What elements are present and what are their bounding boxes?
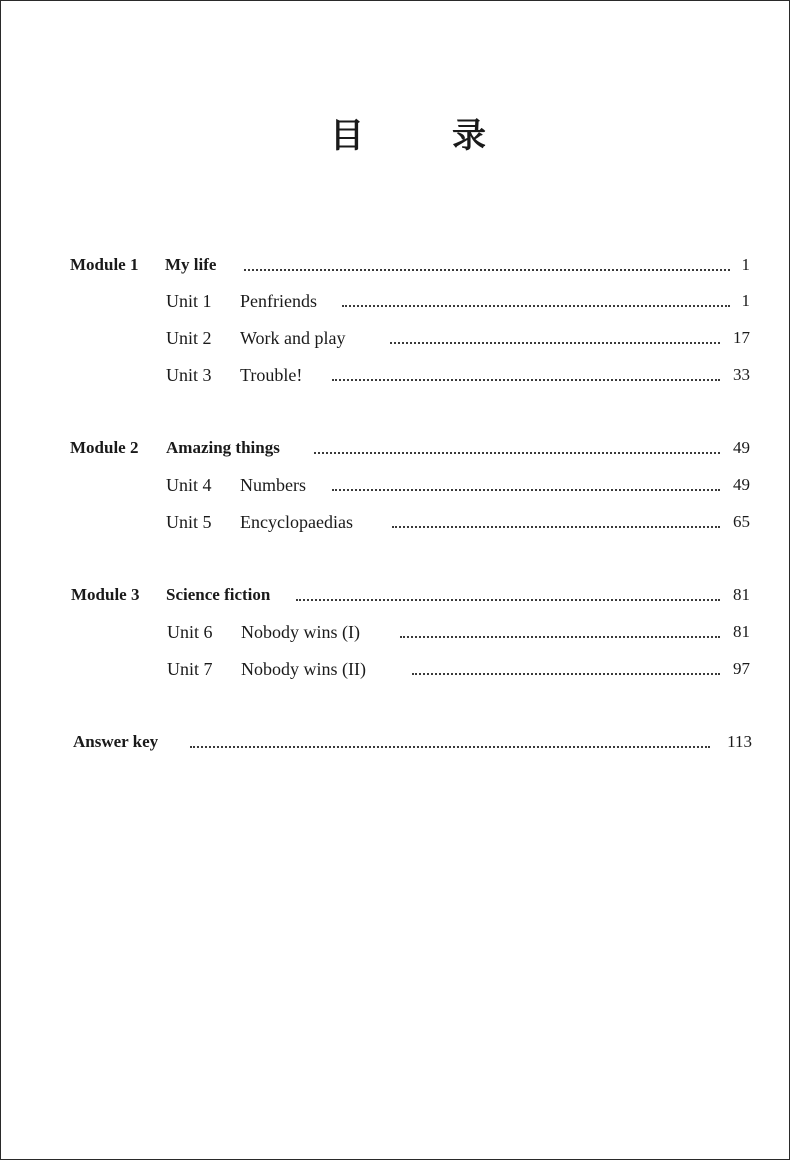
toc-unit-1[interactable] [0, 291, 790, 317]
unit-label: Unit 5 [166, 512, 212, 532]
unit-title: Nobody wins (II) [241, 659, 366, 679]
page-number: 97 [733, 659, 750, 678]
module-label: Module 3 [71, 585, 140, 604]
unit-label: Unit 6 [167, 622, 213, 642]
unit-label: Unit 1 [166, 291, 212, 311]
dot-leader [244, 269, 730, 271]
dot-leader [400, 636, 720, 638]
title-char-2: 录 [452, 116, 486, 156]
unit-title: Numbers [240, 475, 306, 495]
unit-title: Nobody wins (I) [241, 622, 360, 642]
page-number: 81 [733, 585, 750, 604]
module-title: My life [165, 255, 217, 274]
page-number: 33 [733, 365, 750, 384]
title-char-1: 目 [330, 116, 364, 156]
unit-title: Encyclopaedias [240, 512, 353, 532]
dot-leader [332, 489, 720, 491]
unit-label: Unit 2 [166, 328, 212, 348]
module-label: Module 2 [70, 438, 139, 457]
module-title: Amazing things [166, 438, 280, 457]
page-number: 113 [727, 732, 752, 751]
toc-unit-6[interactable] [0, 622, 790, 648]
toc-unit-5[interactable] [0, 512, 790, 538]
toc-module-2[interactable] [0, 438, 790, 464]
page-number: 17 [733, 328, 750, 347]
toc-answer-key[interactable] [0, 732, 790, 758]
page-number: 1 [741, 291, 750, 310]
toc-unit-7[interactable] [0, 659, 790, 685]
page-number: 81 [733, 622, 750, 641]
module-title: Science fiction [166, 585, 271, 604]
dot-leader [296, 599, 720, 601]
answer-key-label: Answer key [73, 732, 159, 751]
dot-leader [332, 379, 720, 381]
dot-leader [390, 342, 720, 344]
unit-label: Unit 7 [167, 659, 213, 679]
page-number: 65 [733, 512, 750, 531]
toc-module-1[interactable] [0, 255, 790, 281]
toc-unit-2[interactable] [0, 328, 790, 354]
dot-leader [342, 305, 730, 307]
unit-label: Unit 3 [166, 365, 212, 385]
toc-module-3[interactable] [0, 585, 790, 611]
unit-label: Unit 4 [166, 475, 212, 495]
page-number: 1 [741, 255, 750, 274]
module-label: Module 1 [70, 255, 139, 274]
dot-leader [392, 526, 720, 528]
dot-leader [314, 452, 720, 454]
page-number: 49 [733, 475, 750, 494]
page-number: 49 [733, 438, 750, 457]
unit-title: Trouble! [240, 365, 303, 385]
dot-leader [190, 746, 710, 748]
toc-unit-4[interactable] [0, 475, 790, 501]
dot-leader [412, 673, 720, 675]
unit-title: Work and play [240, 328, 346, 348]
unit-title: Penfriends [240, 291, 317, 311]
toc-unit-3[interactable] [0, 365, 790, 391]
